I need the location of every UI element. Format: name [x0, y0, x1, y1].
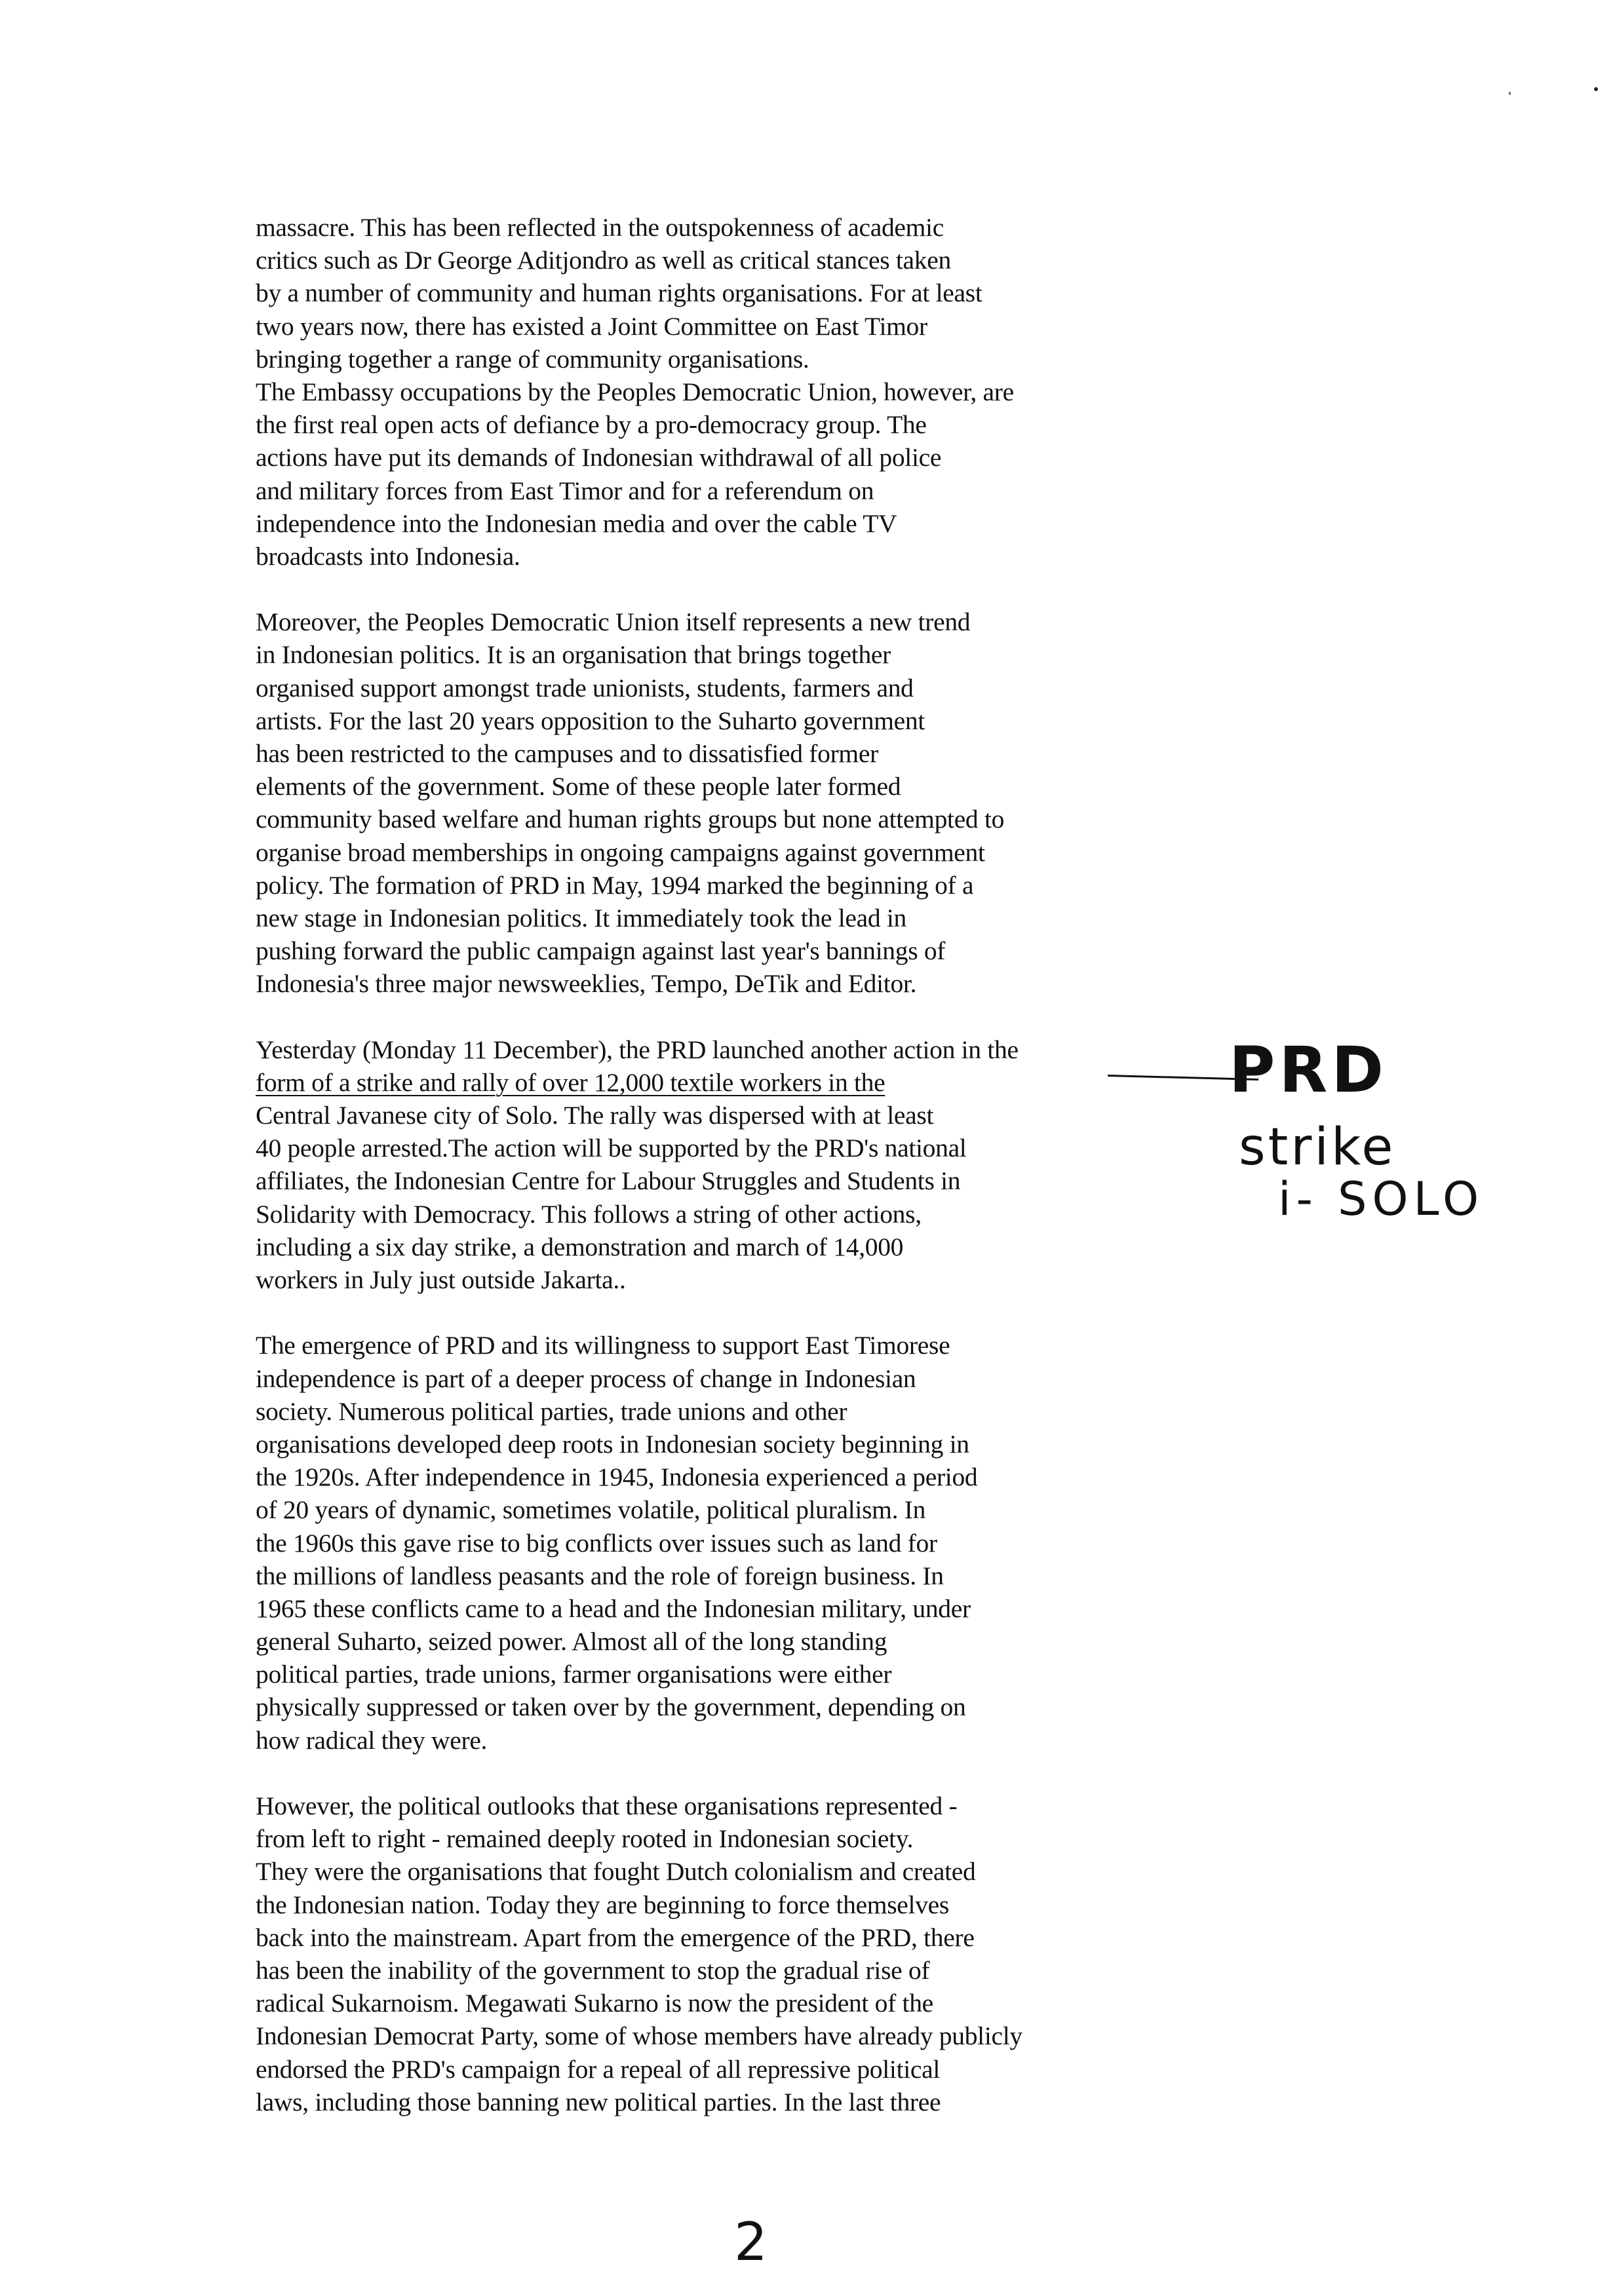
text-line: of 20 years of dynamic, sometimes volatile, political pluralism. In: [256, 1495, 926, 1525]
text-line: and military forces from East Timor and for a referendum on: [256, 476, 874, 505]
text-line: from left to right - remained deeply rooted in Indonesian society.: [256, 1824, 914, 1854]
paragraph-gap: [256, 1001, 1160, 1033]
text-line: However, the political outlooks that these organisations represented -: [256, 1791, 958, 1820]
text-line: endorsed the PRD's campaign for a repeal of all repressive political: [256, 2054, 941, 2084]
text-line: radical Sukarnoism. Megawati Sukarno is now the president of the: [256, 1989, 933, 2018]
text-line: society. Numerous political parties, trade unions and other: [256, 1396, 847, 1426]
text-line: the Indonesian nation. Today they are beginning to force themselves: [256, 1890, 949, 1919]
page-number: 2: [734, 2211, 768, 2272]
text-line: organised support amongst trade unionists, students, farmers and: [256, 673, 914, 702]
text-line: Indonesian Democrat Party, some of whose members have already publicly: [256, 2021, 1022, 2051]
text-line: how radical they were.: [256, 1725, 488, 1755]
text-line: Central Javanese city of Solo. The rally was dispersed with at least: [256, 1101, 934, 1130]
body-text: [256, 211, 1160, 2118]
text-line: independence into the Indonesian media and over the cable TV: [256, 508, 897, 538]
text-line: workers in July just outside Jakarta..: [256, 1265, 626, 1294]
text-line: critics such as Dr George Aditjondro as well as critical stances taken: [256, 246, 951, 275]
text-line: massacre. This has been reflected in the outspokenness of academic: [256, 213, 944, 242]
margin-note-solo: i- SOLO: [1278, 1172, 1485, 1226]
text-line: pushing forward the public campaign against last year's bannings of: [256, 936, 946, 966]
paragraph-3: [256, 1033, 1160, 1297]
text-line: community based welfare and human rights groups but none attempted to: [256, 805, 1005, 834]
paragraph-gap: [256, 1757, 1160, 1789]
text-line: Moreover, the Peoples Democratic Union itself represents a new trend: [256, 607, 971, 637]
text-line: in Indonesian politics. It is an organisation that brings together: [256, 640, 891, 670]
text-line: the millions of landless peasants and the role of foreign business. In: [256, 1561, 944, 1590]
paragraph-1: [256, 211, 1160, 573]
text-line: bringing together a range of community organisations.: [256, 344, 809, 373]
scan-speck: [1509, 92, 1511, 95]
text-line: has been restricted to the campuses and to dissatisfied former: [256, 739, 878, 768]
text-line: actions have put its demands of Indonesian withdrawal of all police: [256, 443, 942, 472]
text-line: organisations developed deep roots in Indonesian society beginning in: [256, 1429, 969, 1459]
text-line: policy. The formation of PRD in May, 1994 marked the beginning of a: [256, 870, 974, 900]
paragraph-gap: [256, 1296, 1160, 1329]
text-line: 1965 these conflicts came to a head and the Indonesian military, under: [256, 1594, 971, 1623]
paragraph-4: [256, 1329, 1160, 1756]
paragraph-2: [256, 605, 1160, 1000]
text-line: laws, including those banning new political parties. In the last three: [256, 2087, 941, 2116]
text-line: political parties, trade unions, farmer organisations were either: [256, 1660, 892, 1689]
text-line: has been the inability of the government to stop the gradual rise of: [256, 1955, 930, 1985]
text-line: affiliates, the Indonesian Centre for Labour Struggles and Students in: [256, 1166, 961, 1196]
text-line: by a number of community and human rights organisations. For at least: [256, 278, 983, 308]
text-line: Solidarity with Democracy. This follows a string of other actions,: [256, 1199, 922, 1229]
text-line: 40 people arrested.The action will be supported by the PRD's national: [256, 1134, 967, 1163]
text-line: the 1920s. After independence in 1945, Indonesia experienced a period: [256, 1463, 978, 1492]
text-line: artists. For the last 20 years opposition to the Suharto government: [256, 706, 925, 735]
text-line: new stage in Indonesian politics. It immediately took the lead in: [256, 903, 906, 932]
margin-note-strike: strike: [1239, 1118, 1396, 1177]
underlined-text-line: form of a strike and rally of over 12,000 textile workers in the: [256, 1067, 885, 1097]
text-line: general Suharto, seized power. Almost all of the long standing: [256, 1627, 887, 1656]
text-line: independence is part of a deeper process of change in Indonesian: [256, 1364, 916, 1393]
text-line: physically suppressed or taken over by the government, depending on: [256, 1693, 966, 1722]
text-line: back into the mainstream. Apart from the emergence of the PRD, there: [256, 1923, 975, 1952]
margin-note-prd: PRD: [1229, 1033, 1388, 1107]
text-line: They were the organisations that fought Dutch colonialism and created: [256, 1857, 976, 1886]
text-line: broadcasts into Indonesia.: [256, 541, 520, 571]
text-line: two years now, there has existed a Joint Committee on East Timor: [256, 311, 927, 341]
text-line: Yesterday (Monday 11 December), the PRD launched another action in the: [256, 1035, 1019, 1064]
text-line: The Embassy occupations by the Peoples Democratic Union, however, are: [256, 377, 1014, 406]
text-line: organise broad memberships in ongoing campaigns against government: [256, 837, 985, 867]
text-line: elements of the government. Some of these people later formed: [256, 772, 901, 801]
text-line: including a six day strike, a demonstration and march of 14,000: [256, 1232, 904, 1261]
text-line: the first real open acts of defiance by a pro-democracy group. The: [256, 410, 927, 440]
paragraph-gap: [256, 573, 1160, 605]
text-line: The emergence of PRD and its willingness to support East Timorese: [256, 1331, 950, 1360]
text-line: the 1960s this gave rise to big conflicts over issues such as land for: [256, 1528, 937, 1558]
text-line: Indonesia's three major newsweeklies, Tempo, DeTik and Editor.: [256, 969, 917, 999]
paragraph-5: [256, 1789, 1160, 2118]
scan-speck: [1594, 87, 1598, 91]
